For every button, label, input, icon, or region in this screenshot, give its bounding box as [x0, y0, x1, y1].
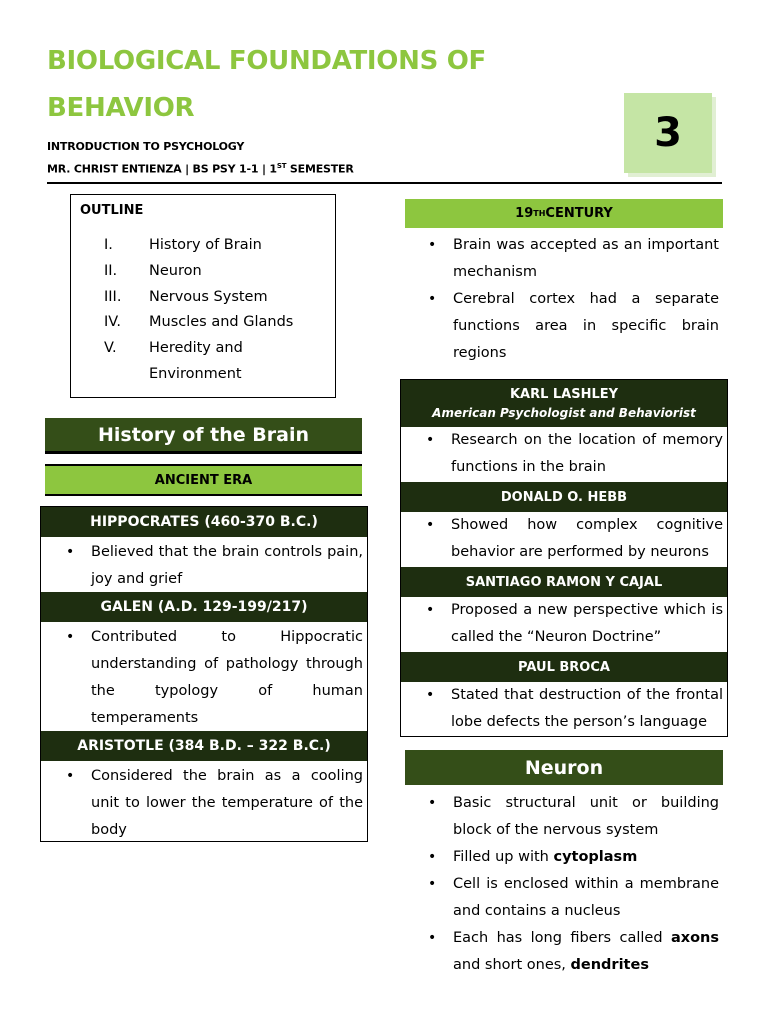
century-19-heading: 19 TH CENTURY	[405, 199, 723, 228]
course-name: INTRODUCTION TO PSYCHOLOGY	[47, 140, 245, 153]
ancient-era-heading: ANCIENT ERA	[45, 464, 362, 496]
donald-hebb-points	[401, 512, 727, 567]
karl-lashley-name: KARL LASHLEY	[509, 387, 619, 402]
history-heading: History of the Brain	[45, 418, 362, 454]
document-title-line2: BEHAVIOR	[47, 93, 195, 123]
outline-item: I. History of Brain	[104, 237, 262, 253]
neuron-points	[403, 790, 723, 979]
list-item: • Brain was accepted as an important mechanism	[403, 232, 723, 286]
outline-item: IV. Muscles and Glands	[104, 314, 294, 331]
neuron-heading: Neuron	[405, 750, 723, 785]
list-item: • Research on the location of memory functions in the brain	[401, 427, 727, 481]
hippocrates-points	[41, 537, 367, 592]
aristotle-header: ARISTOTLE (384 B.D. – 322 B.C.)	[41, 731, 367, 761]
aristotle-points	[41, 761, 367, 844]
hippocrates-header: HIPPOCRATES (460-370 B.C.)	[41, 507, 367, 537]
header-divider	[47, 182, 722, 184]
karl-lashley-points	[401, 427, 727, 482]
list-item: • Each has long fibers called axons and short ones, dendrites	[403, 925, 723, 979]
outline-box	[70, 194, 336, 398]
list-item: • Considered the brain as a cooling unit to lower the temperature of the body	[41, 763, 367, 844]
galen-points	[41, 622, 367, 731]
list-item: • Showed how complex cognitive behavior are performed by neurons	[401, 512, 727, 566]
list-item: • Basic structural unit or building block of the nervous system	[403, 790, 723, 844]
karl-lashley-subtitle: American Psychologist and Behaviorist	[432, 406, 696, 420]
outline-title: OUTLINE	[80, 203, 144, 218]
cajal-points	[401, 597, 727, 652]
cajal-header: SANTIAGO RAMON Y CAJAL	[401, 567, 727, 597]
list-item: • Filled up with cytoplasm	[403, 844, 723, 871]
outline-list	[104, 233, 329, 388]
list-item: • Believed that the brain controls pain, joy and grief	[41, 539, 367, 593]
list-item: • Cell is enclosed within a membrane and contains a nucleus	[403, 871, 723, 925]
karl-lashley-header	[401, 380, 727, 427]
chapter-number-badge: 3	[624, 93, 712, 173]
list-item: • Contributed to Hippocratic understanding of pathology through the typology of human temperaments	[41, 624, 367, 732]
paul-broca-points	[401, 682, 727, 736]
document-title-line1: BIOLOGICAL FOUNDATIONS OF	[47, 46, 487, 76]
instructor-line: MR. CHRIST ENTIENZA | BS PSY 1-1 | 1ST SEMESTER	[47, 162, 354, 176]
donald-hebb-header: DONALD O. HEBB	[401, 482, 727, 512]
scientists-table	[400, 379, 728, 737]
list-item: • Cerebral cortex had a separate functions area in specific brain regions	[403, 286, 723, 367]
century-19-points	[403, 232, 723, 367]
outline-item: III. Nervous System	[104, 288, 268, 305]
galen-header: GALEN (A.D. 129-199/217)	[41, 592, 367, 622]
list-item: • Proposed a new perspective which is called the “Neuron Doctrine”	[401, 597, 727, 651]
paul-broca-header: PAUL BROCA	[401, 652, 727, 682]
list-item: • Stated that destruction of the frontal lobe defects the person’s language	[401, 682, 727, 736]
ancient-era-table	[40, 506, 368, 842]
outline-item: V. Heredity and Environment	[104, 340, 243, 382]
outline-item: II. Neuron	[104, 262, 202, 279]
